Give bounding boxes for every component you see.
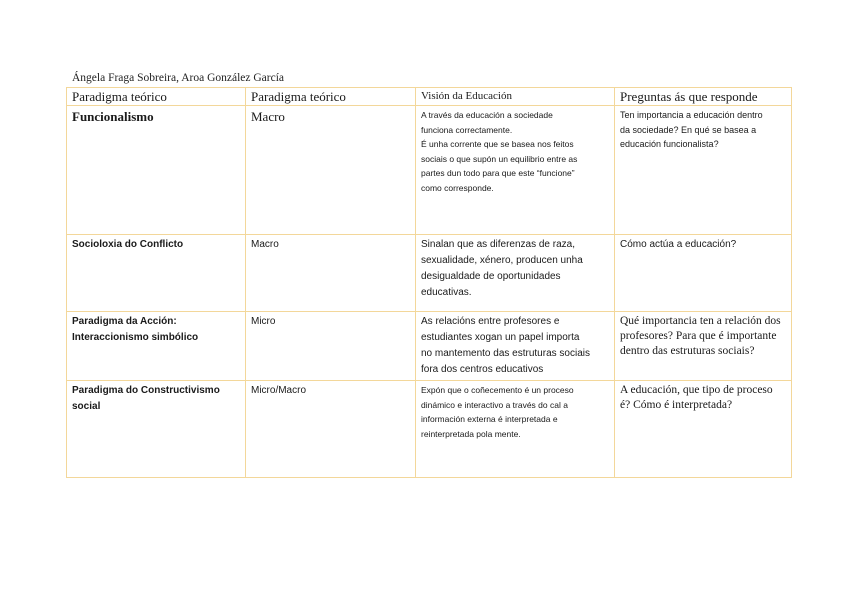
header-cell: Preguntas ás que responde [615, 88, 792, 106]
level-cell [246, 312, 416, 381]
header-cell: Visión da Educación [416, 88, 615, 106]
paradigm-cell [67, 381, 246, 478]
header-cell: Paradigma teórico [246, 88, 416, 106]
paradigm-level: Macro [251, 239, 279, 250]
table-row [67, 106, 792, 235]
table-row [67, 381, 792, 478]
vision-cell [416, 312, 615, 381]
questions-cell [615, 312, 792, 381]
paradigms-table [66, 87, 792, 478]
header-cell: Paradigma teórico [67, 88, 246, 106]
vision-text: Sinalan que as diferenzas de raza, sexualidade, xénero, producen unha desigualdade de oportunidades educativas. [421, 239, 583, 298]
questions-text: A educación, que tipo de proceso é? Cómo é interpretada? [620, 384, 773, 411]
table-header-row [67, 88, 792, 106]
questions-cell [615, 381, 792, 478]
paradigm-level: Micro/Macro [251, 385, 307, 396]
questions-text: Ten importancia a educación dentro da sociedade? En qué se basea a educación funcionalista? [620, 110, 763, 149]
vision-cell [416, 235, 615, 312]
table-row [67, 312, 792, 381]
paradigm-name: Funcionalismo [72, 109, 154, 124]
level-cell [246, 381, 416, 478]
paradigm-name: Paradigma do Constructivismo social [72, 385, 220, 412]
document-authors: Ángela Fraga Sobreira, Aroa González García [72, 72, 285, 84]
level-cell [246, 235, 416, 312]
table-row [67, 235, 792, 312]
questions-cell [615, 235, 792, 312]
paradigm-name: Socioloxia do Conflicto [72, 239, 184, 250]
vision-text: Expón que o coñecemento é un proceso dinámico e interactivo a través do cal a información externa é interpretada e reinterpretada pola mente. [421, 385, 574, 439]
questions-text: Qué importancia ten a relación dos profesores? Para que é importante dentro das estruturas sociais? [620, 315, 781, 357]
questions-text: Cómo actúa a educación? [620, 239, 737, 250]
level-cell [246, 106, 416, 235]
vision-cell [416, 106, 615, 235]
paradigm-cell [67, 235, 246, 312]
vision-text: As relacións entre profesores e estudiantes xogan un papel importa no mantemento das estruturas sociais fora dos centros educativos [421, 316, 590, 375]
vision-text: A través da educación a sociedade funciona correctamente. É unha corrente que se basea nos feitos sociais o que supón un equilibrio entre as partes dun todo para que este “funcione” como corresponde. [421, 110, 578, 193]
paradigm-name: Paradigma da Acción: Interaccionismo simbólico [72, 316, 199, 343]
questions-cell [615, 106, 792, 235]
paradigm-level: Macro [251, 109, 285, 124]
paradigm-cell [67, 312, 246, 381]
paradigm-level: Micro [251, 316, 276, 327]
vision-cell [416, 381, 615, 478]
paradigm-cell [67, 106, 246, 235]
